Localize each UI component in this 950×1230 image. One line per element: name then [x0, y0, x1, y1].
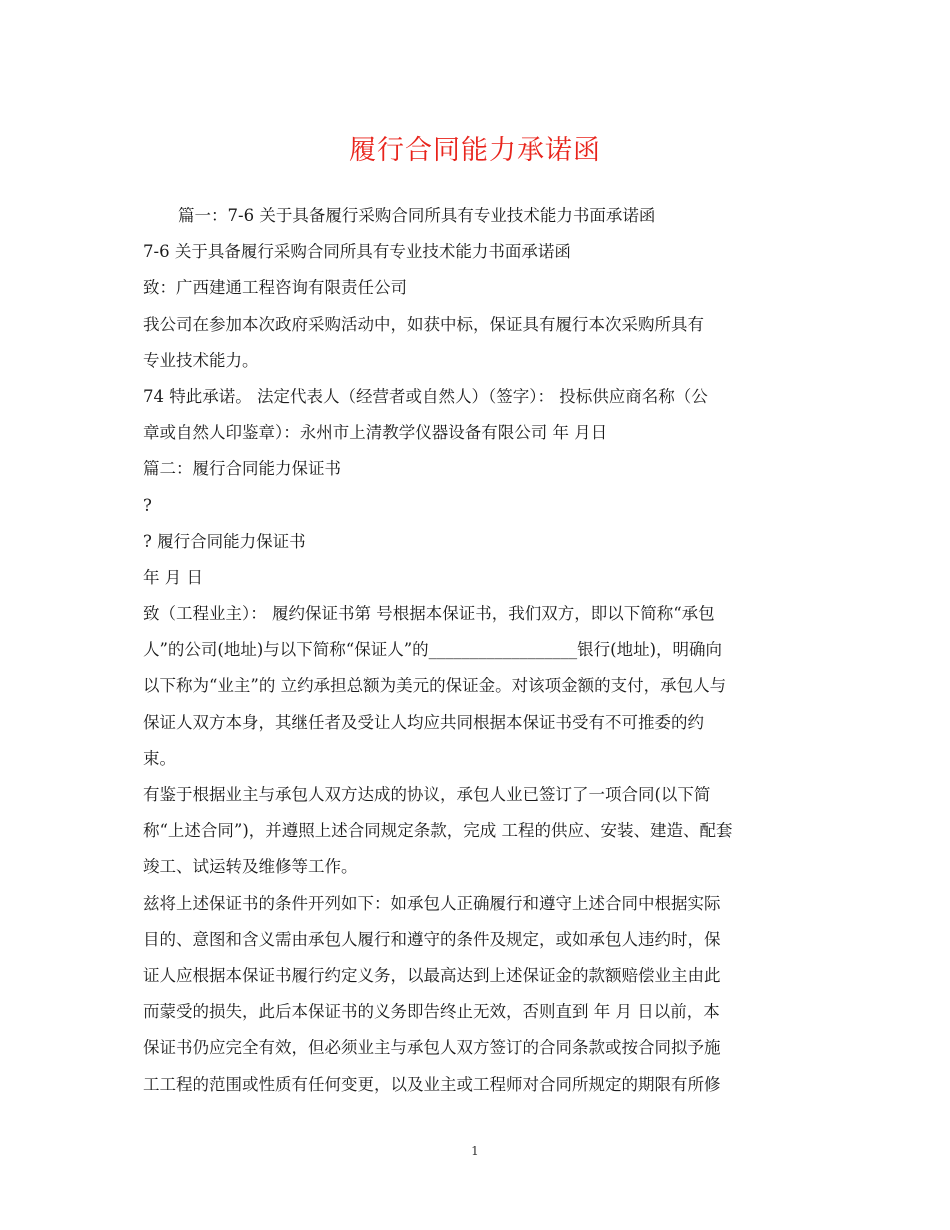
paragraph-line: 有鉴于根据业主与承包人双方达成的协议，承包人业已签订了一项合同(以下简 [143, 785, 711, 804]
paragraph-line: 专业技术能力。 [143, 350, 259, 370]
paragraph-line: 章或自然人印鉴章）：永州市上清教学仪器设备有限公司 年 月日 [143, 423, 608, 443]
paragraph-line: 致（工程业主）： 履约保证书第 号根据本保证书，我们双方，即以下简称“承包 [143, 604, 715, 624]
paragraph-line: 兹将上述保证书的条件开列如下：如承包人正确履行和遵守上述合同中根据实际 [143, 893, 721, 913]
paragraph-line: 证人应根据本保证书履行约定义务，以最高达到上述保证金的款额赔偿业主由此 [143, 965, 721, 985]
paragraph-line: 篇一：7-6 关于具备履行采购合同所具有专业技术能力书面承诺函 [178, 206, 656, 225]
paragraph-line: 工工程的范围或性质有任何变更，以及业主或工程师对合同所规定的期限有所修 [143, 1074, 721, 1094]
paragraph-line: 年 月 日 [143, 567, 203, 587]
paragraph-line: 7-6 关于具备履行采购合同所具有专业技术能力书面承诺函 [143, 242, 571, 262]
paragraph-line: 致：广西建通工程咨询有限责任公司 [143, 278, 407, 298]
paragraph-line: 人”的公司(地址)与以下简称“保证人”的__________________银行(地址)，明确向 [143, 640, 723, 660]
paragraph-line: 我公司在参加本次政府采购活动中，如获中标，保证具有履行本次采购所具有 [143, 314, 704, 334]
page-number: 1 [471, 1144, 479, 1158]
paragraph-line: 74 特此承诺。 法定代表人（经营者或自然人）（签字）： 投标供应商名称（公 [143, 386, 708, 406]
paragraph-line: 篇二：履行合同能力保证书 [143, 459, 341, 479]
document-title: 履行合同能力承诺函 [349, 135, 601, 166]
paragraph-line: 竣工、试运转及维修等工作。 [143, 857, 358, 877]
paragraph-line: 称“上述合同”)，并遵照上述合同规定条款，完成 工程的供应、安装、建造、配套 [143, 821, 733, 841]
paragraph-line: 以下称为“业主”的 立约承担总额为美元的保证金。对该项金额的支付，承包人与 [143, 676, 727, 696]
paragraph-line: 而蒙受的损失，此后本保证书的义务即告终止无效，否则直到 年 月 日以前，本 [143, 1002, 720, 1022]
paragraph-line: 保证书仍应完全有效，但必须业主与承包人双方签订的合同条款或按合同拟予施 [143, 1038, 721, 1058]
paragraph-line: 目的、意图和含义需由承包人履行和遵守的条件及规定，或如承包人违约时，保 [143, 929, 721, 949]
paragraph-line: ? 履行合同能力保证书 [143, 531, 306, 551]
paragraph-line: 束。 [143, 748, 176, 768]
document-body [143, 198, 811, 1103]
paragraph-line: 保证人双方本身，其继任者及受让人均应共同根据本保证书受有不可推委的约 [143, 712, 704, 732]
paragraph-line: ? [143, 495, 152, 515]
